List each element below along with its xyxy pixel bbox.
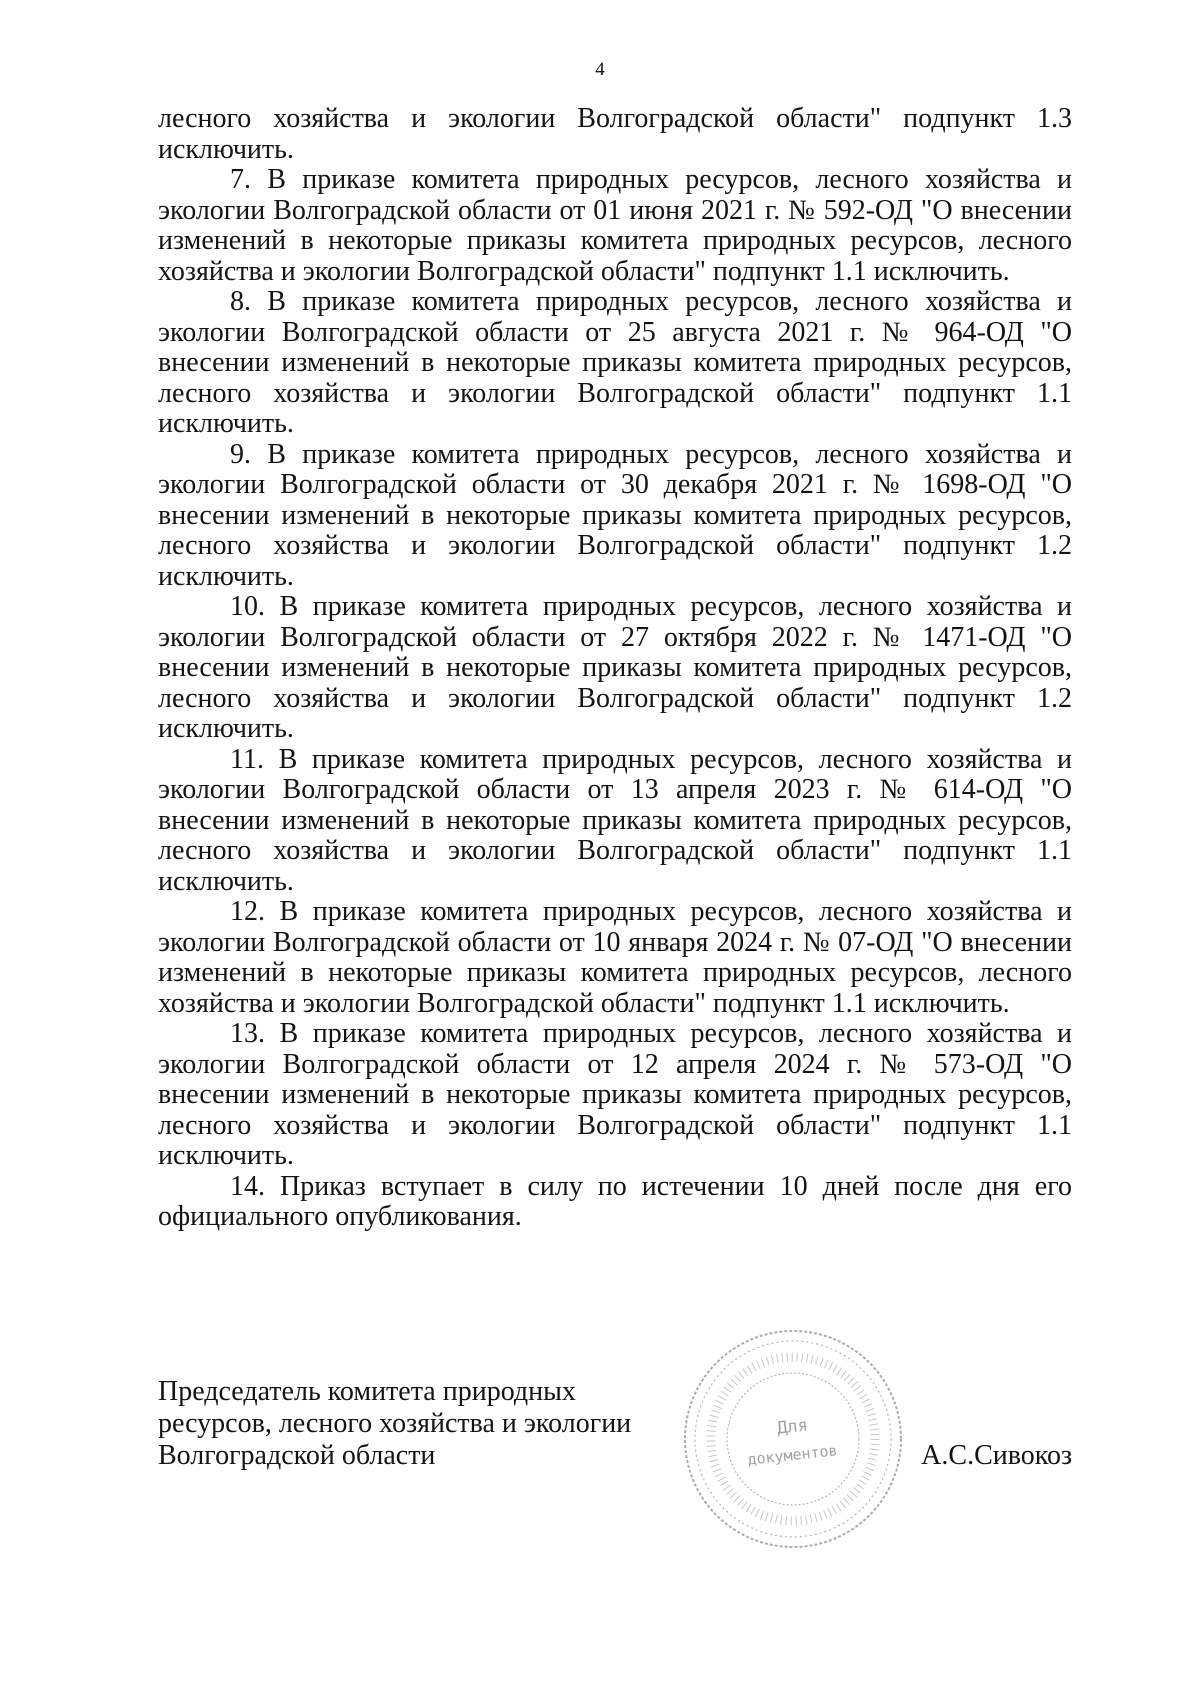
signatory-position-line: ресурсов, лесного хозяйства и экологии — [158, 1408, 632, 1439]
seal-center-text-1: Для — [776, 1415, 809, 1439]
paragraph-item-12: 12. В приказе комитета природных ресурсов, лесного хозяйства и экологии Волгоградской области от 10 января 2024 г. № 07-ОД "О внесении изменений в некоторые приказы комитета природных ресурсов, лесного хозяйства и экологии Волгоградской области" подпункт 1.1 исключить. — [158, 896, 1072, 1019]
signatory-position — [158, 1376, 658, 1472]
paragraph-item-13: 13. В приказе комитета природных ресурсов, лесного хозяйства и экологии Волгоградской области от 12 апреля 2024 г. № 573-ОД "О внесении изменений в некоторые приказы комитета природных ресурсов, лесного хозяйства и экологии Волгоградской области" подпункт 1.1 исключить. — [158, 1018, 1072, 1171]
page-number: 4 — [595, 59, 605, 80]
signatory-position-line: Волгоградской области — [158, 1440, 436, 1471]
document-body — [158, 104, 1072, 1233]
seal-center-text-2: документов — [746, 1441, 839, 1469]
signature-block — [158, 1376, 1072, 1536]
paragraph-item-11: 11. В приказе комитета природных ресурсов, лесного хозяйства и экологии Волгоградской области от 13 апреля 2023 г. № 614-ОД "О внесении изменений в некоторые приказы комитета природных ресурсов, лесного хозяйства и экологии Волгоградской области" подпункт 1.1 исключить. — [158, 743, 1072, 897]
paragraph-item-8: 8. В приказе комитета природных ресурсов, лесного хозяйства и экологии Волгоградской области от 25 августа 2021 г. № 964-ОД "О внесении изменений в некоторые приказы комитета природных ресурсов, лесного хозяйства и экологии Волгоградской области" подпункт 1.1 исключить. — [158, 286, 1072, 439]
paragraph-item-7: 7. В приказе комитета природных ресурсов, лесного хозяйства и экологии Волгоградской области от 01 июня 2021 г. № 592-ОД "О внесении изменений в некоторые приказы комитета природных ресурсов, лесного хозяйства и экологии Волгоградской области" подпункт 1.1 исключить. — [158, 164, 1072, 287]
paragraph-item-14: 14. Приказ вступает в силу по истечении 10 дней после дня его официального опубликования. — [158, 1170, 1072, 1232]
paragraph-item-10: 10. В приказе комитета природных ресурсов, лесного хозяйства и экологии Волгоградской области от 27 октября 2022 г. № 1471-ОД "О внесении изменений в некоторые приказы комитета природных ресурсов, лесного хозяйства и экологии Волгоградской области" подпункт 1.2 исключить. — [158, 591, 1072, 744]
official-seal-stamp — [678, 1324, 908, 1554]
paragraph-item-9: 9. В приказе комитета природных ресурсов, лесного хозяйства и экологии Волгоградской области от 30 декабря 2021 г. № 1698-ОД "О внесении изменений в некоторые приказы комитета природных ресурсов, лесного хозяйства и экологии Волгоградской области" подпункт 1.2 исключить. — [158, 438, 1072, 592]
signatory-name: А.С.Сивокоз — [921, 1440, 1072, 1471]
paragraph-continuation: лесного хозяйства и экологии Волгоградской области" подпункт 1.3 исключить. — [158, 103, 1072, 165]
signatory-position-line: Председатель комитета природных — [158, 1376, 576, 1407]
